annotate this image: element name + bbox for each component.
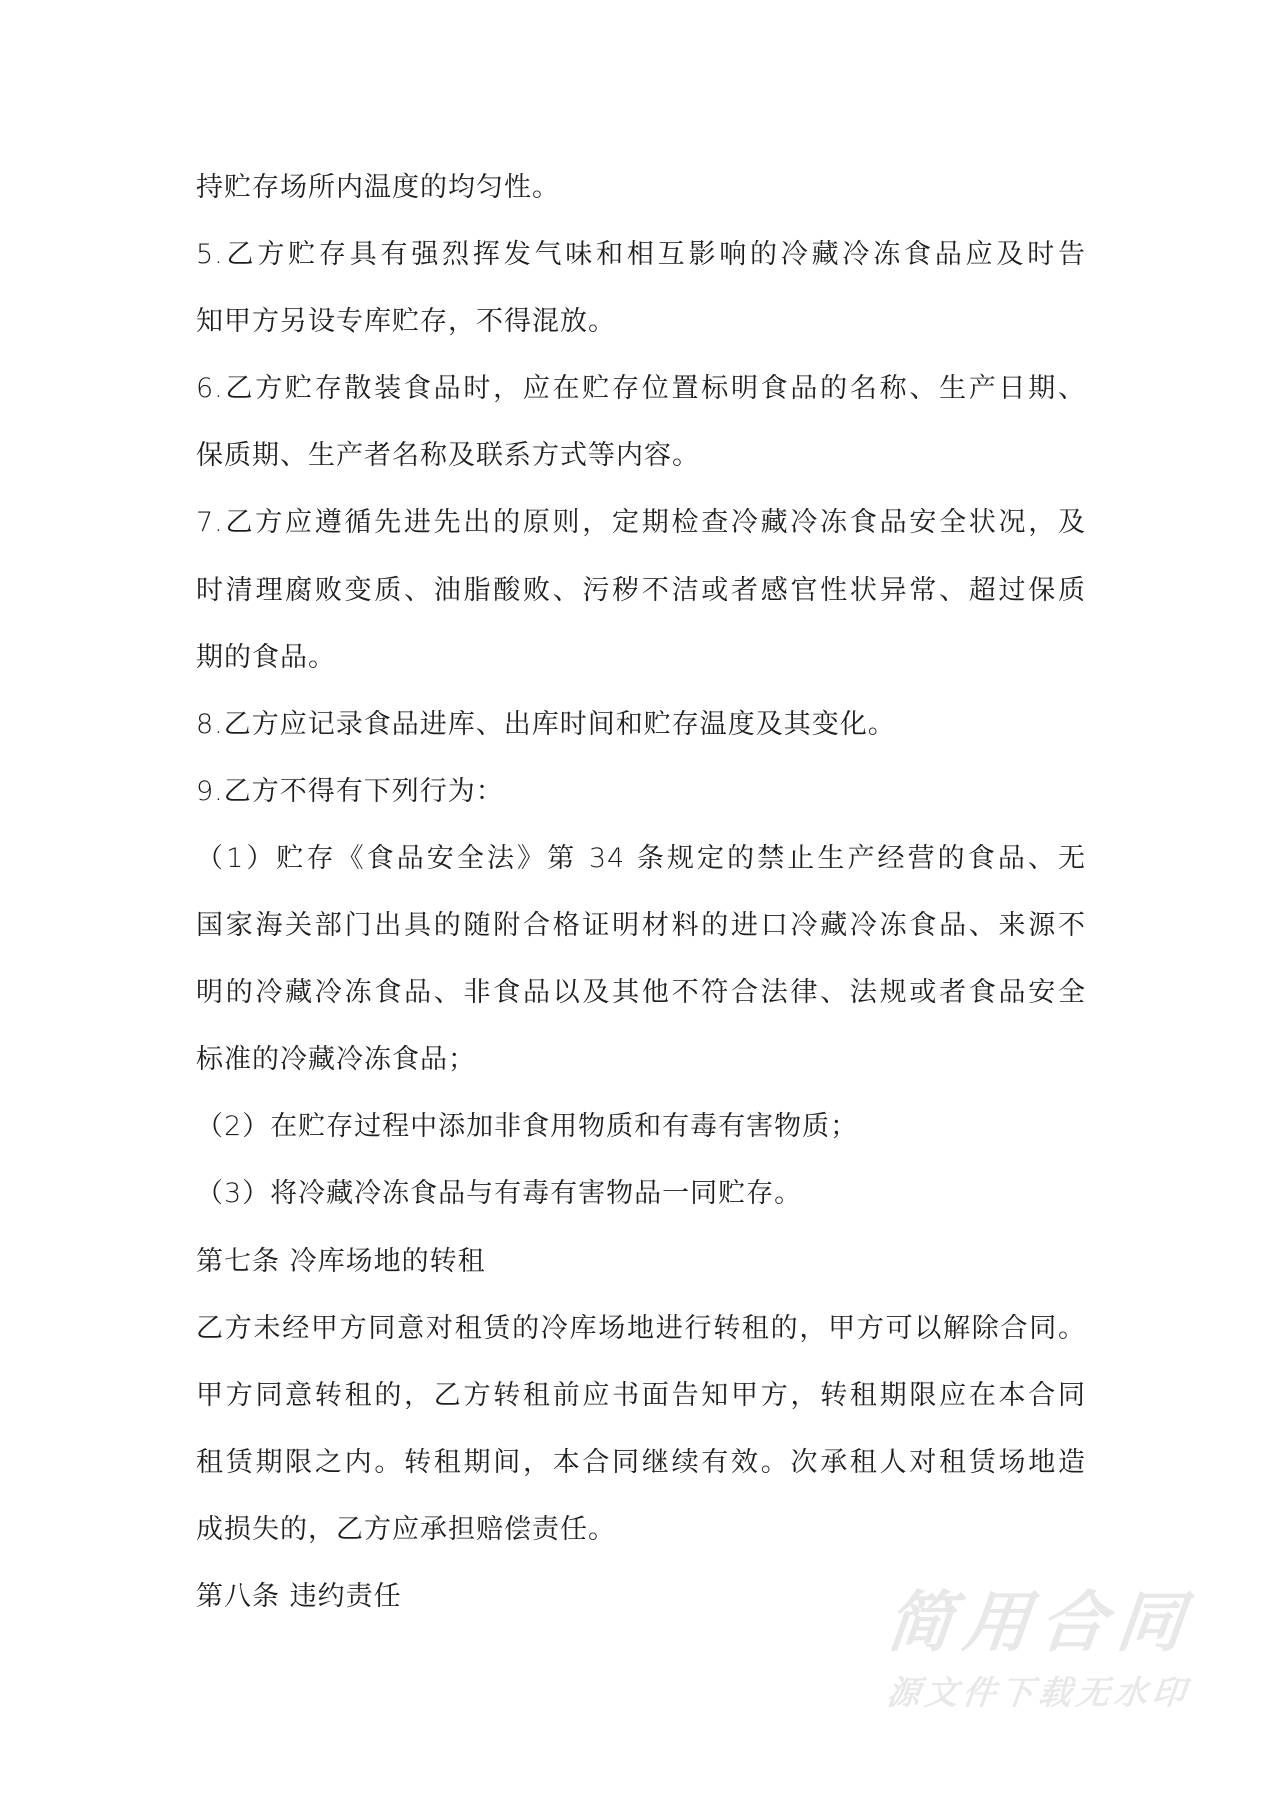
text-line-21: 成损失的，乙方应承担赔偿责任。	[196, 1513, 616, 1545]
text-line-16: （3）将冷藏冷冻食品与有毒有害物品一同贮存。	[196, 1178, 803, 1210]
text-line-2: 5.乙方贮存具有强烈挥发气味和相互影响的冷藏冷冻食品应及时告	[196, 239, 1086, 271]
watermark	[883, 1584, 1192, 1712]
text-line-10: 9.乙方不得有下列行为：	[196, 775, 504, 807]
text-line-13: 明的冷藏冷冻食品、非食品以及其他不符合法律、法规或者食品安全	[196, 977, 1086, 1009]
text-line-9: 8.乙方应记录食品进库、出库时间和贮存温度及其变化。	[196, 708, 896, 740]
text-line-19: 甲方同意转租的，乙方转租前应书面告知甲方，转租期限应在本合同	[196, 1379, 1086, 1411]
contract-text-block	[196, 154, 1086, 1630]
text-line-5: 保质期、生产者名称及联系方式等内容。	[196, 440, 700, 472]
text-line-18: 乙方未经甲方同意对租赁的冷库场地进行转租的，甲方可以解除合同。	[196, 1312, 1086, 1344]
watermark-subtitle: 源文件下载无水印	[885, 1673, 1190, 1712]
text-line-14: 标准的冷藏冷冻食品；	[196, 1044, 476, 1076]
text-line-11: （1）贮存《食品安全法》第 34 条规定的禁止生产经营的食品、无	[196, 842, 1086, 874]
section-heading-article-7: 第七条 冷库场地的转租	[196, 1245, 486, 1277]
text-line-6: 7.乙方应遵循先进先出的原则，定期检查冷藏冷冻食品安全状况，及	[196, 507, 1086, 539]
text-line-8: 期的食品。	[196, 641, 336, 673]
text-line-7: 时清理腐败变质、油脂酸败、污秽不洁或者感官性状异常、超过保质	[196, 574, 1086, 606]
watermark-title: 简用合同	[883, 1584, 1192, 1661]
text-line-15: （2）在贮存过程中添加非食用物质和有毒有害物质；	[196, 1111, 859, 1143]
text-line-4: 6.乙方贮存散装食品时，应在贮存位置标明食品的名称、生产日期、	[196, 373, 1086, 405]
section-heading-article-8: 第八条 违约责任	[196, 1580, 402, 1612]
text-line-12: 国家海关部门出具的随附合格证明材料的进口冷藏冷冻食品、来源不	[196, 910, 1086, 942]
text-line-1: 持贮存场所内温度的均匀性。	[196, 172, 560, 203]
text-line-20: 租赁期限之内。转租期间，本合同继续有效。次承租人对租赁场地造	[196, 1446, 1086, 1478]
text-line-3: 知甲方另设专库贮存，不得混放。	[196, 306, 616, 338]
